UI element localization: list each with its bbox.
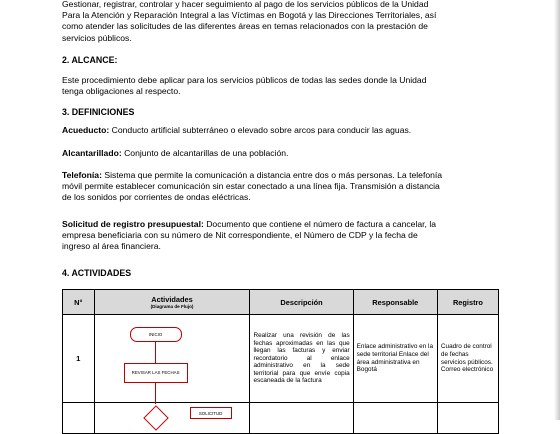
responsable-cell: Enlace administrativo en la sede territorial Enlace del área administrativa en Bogotá — [353, 315, 437, 403]
flow-cell — [94, 315, 250, 403]
flow-connector — [155, 341, 156, 363]
flow-connector — [155, 382, 156, 404]
registro-cell — [437, 403, 498, 434]
activities-table — [62, 289, 499, 434]
col-header-descripcion: Descripción — [250, 290, 353, 315]
description-cell: Realizar una revisión de las fechas aproximadas en las que llegan las facturas y enviar recordatorio al enlace administrativo en la sede territorial para que envíe copia escaneada de la factura — [250, 315, 353, 403]
table-row — [63, 403, 499, 434]
col-header-responsable: Responsable — [353, 290, 437, 315]
col-header-actividades: Actividades (Diagrama de Flujo) — [94, 290, 250, 315]
registro-cell: Cuadro de control de fechas servicios públicos. Correo electrónico — [437, 315, 498, 403]
definiciones-heading: 3. DEFINICIONES — [62, 107, 135, 117]
definition-solicitud: Solicitud de registro presupuestal: Documento que contiene el número de factura a cancelar, la empresa beneficiaria con su número de Nit correspondiente, el Número de CDP y la fecha de ingreso al área financiera. — [62, 219, 437, 252]
table-header-row — [63, 290, 499, 315]
description-cell — [250, 403, 353, 434]
col-header-num: N° — [63, 290, 95, 315]
table-row — [63, 315, 499, 403]
flow-process-box: SOLICITUD — [190, 407, 232, 419]
col-header-registro: Registro — [437, 290, 498, 315]
definition-alcantarillado: Alcantarillado: Conjunto de alcantarillas de una población. — [62, 148, 289, 158]
responsable-cell — [353, 403, 437, 434]
alcance-heading: 2. ALCANCE: — [62, 55, 118, 65]
intro-paragraph: Gestionar, registrar, controlar y hacer seguimiento al pago de los servicios públicos de la Unidad Para la Atención y Reparación Integral a las Víctimas en Bogotá y las Direcciones Territoriales, así como atender las solicitudes de las diferentes áreas en temas relacionados con la prestación de servicios públicos. — [62, 0, 437, 43]
alcance-paragraph: Este procedimiento debe aplicar para los servicios públicos de todas las sedes donde la Unidad tenga obligaciones al respecto. — [62, 75, 427, 97]
flow-start-terminator: INICIO — [130, 327, 182, 342]
actividades-heading: 4. ACTIVIDADES — [62, 268, 132, 278]
row-number: 1 — [63, 315, 95, 403]
flow-process-box: REVISAR LAS FECHAS — [124, 363, 188, 383]
definition-telefonia: Telefonía: Sistema que permite la comunicación a distancia entre dos o más personas. La telefonía móvil permite establecer comunicación sin estar conectado a una línea fija. Transmisión a distancia de los sonidos por corrientes de ondas eléctricas. — [62, 170, 443, 203]
flow-cell — [94, 403, 250, 434]
definition-acueducto: Acueducto: Conducto artificial subterráneo o elevado sobre arcos para conducir las aguas. — [62, 125, 412, 135]
page-edge-shadow — [554, 0, 560, 420]
flow-decision-diamond — [143, 405, 168, 430]
row-number — [63, 403, 95, 434]
flow-diagram — [95, 316, 250, 402]
